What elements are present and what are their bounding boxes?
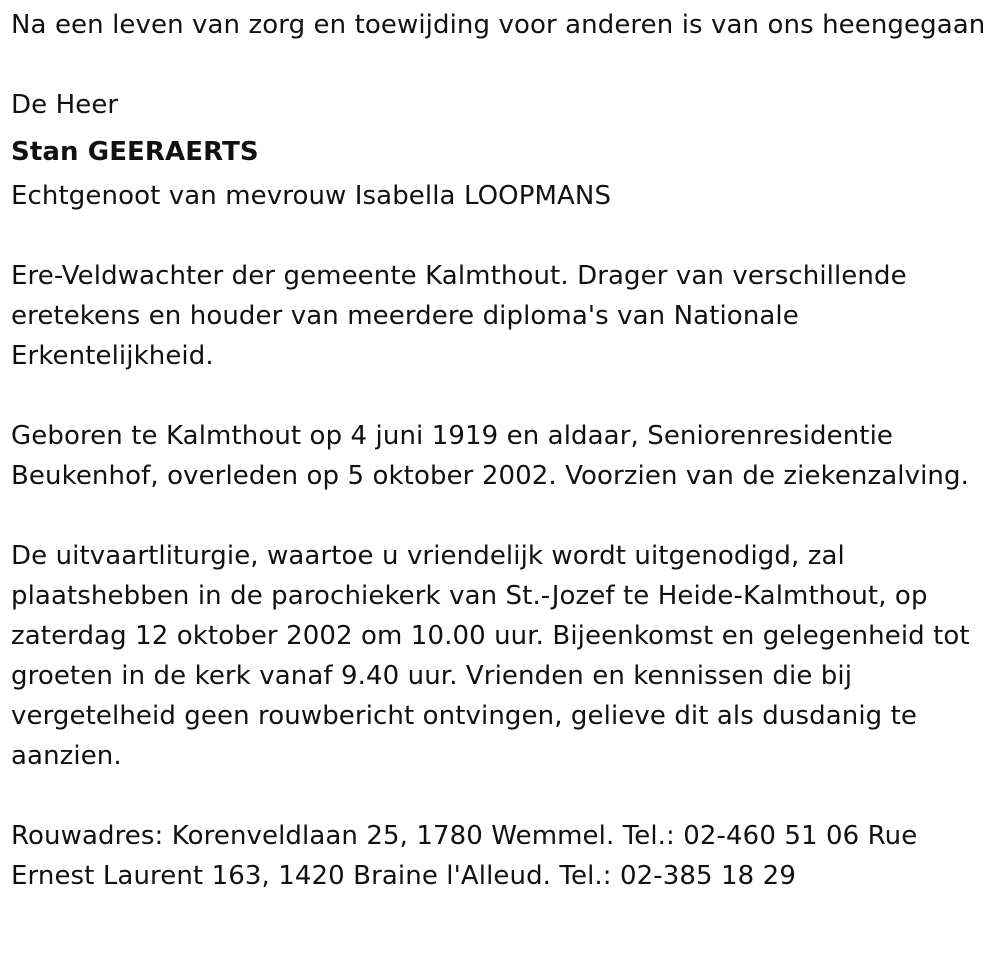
- intro-text: Na een leven van zorg en toewijding voor anderen is van ons heengegaan: [11, 10, 986, 40]
- deceased-name: Stan GEERAERTS: [11, 137, 259, 167]
- birth-death-paragraph: Geboren te Kalmthout op 4 juni 1919 en aldaar, Seniorenresidentie Beukenhof, overleden op 5 oktober 2002. Voorzien van de ziekenzalving.: [11, 421, 969, 491]
- spacer: [11, 776, 991, 816]
- spacer: [11, 496, 991, 536]
- spacer: [11, 216, 991, 256]
- funeral-paragraph: De uitvaartliturgie, waartoe u vriendelijk wordt uitgenodigd, zal plaatshebben in de parochiekerk van St.-Jozef te Heide-Kalmthout, op zaterdag 12 oktober 2002 om 10.00 uur. Bijeenkomst en gelegenheid tot groeten in de kerk vanaf 9.40 uur. Vrienden en kennissen die bij vergetelheid geen rouwbericht ontvingen, gelieve dit als dusdanig te aanzien.: [11, 541, 970, 771]
- spacer: [11, 376, 991, 416]
- honors-paragraph: Ere-Veldwachter der gemeente Kalmthout. Drager van verschillende eretekens en houder van meerdere diploma's van Nationale Erkentelijkheid.: [11, 261, 907, 371]
- obituary-notice: [11, 5, 991, 896]
- spouse-line: Echtgenoot van mevrouw Isabella LOOPMANS: [11, 181, 612, 211]
- spacer: [11, 45, 991, 85]
- address-paragraph: Rouwadres: Korenveldlaan 25, 1780 Wemmel. Tel.: 02-460 51 06 Rue Ernest Laurent 163, 1420 Braine l'Alleud. Tel.: 02-385 18 29: [11, 821, 918, 891]
- honorific: De Heer: [11, 90, 119, 120]
